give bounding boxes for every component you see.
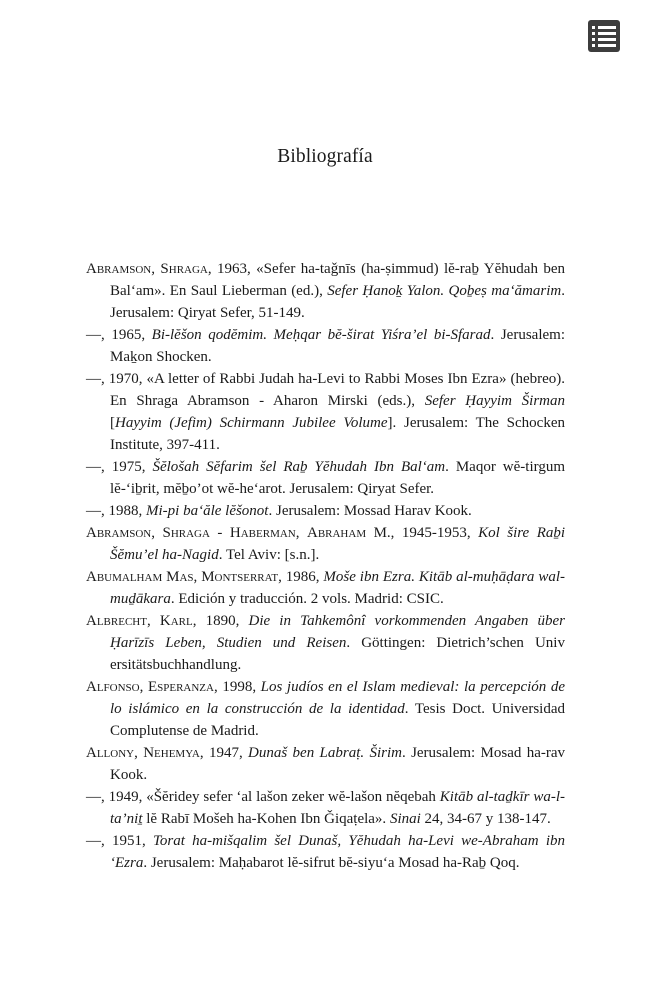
entry-text: , <box>146 613 160 629</box>
entry-text: , 1986, <box>278 569 324 585</box>
author-name: Abraham <box>306 525 367 541</box>
work-title: Die in Tahkemônî vorkommenden Angaben über Ḥarīzīs Leben, Studien und Reisen <box>110 613 566 651</box>
entry-text: , 1963, «Sefer ha-taǧnīs (ha-ṣimmud) lĕ-raḇ Yĕhudah ben Bal‘am». En Saul Lieberman (ed.), <box>110 261 565 299</box>
entry-text: . Tel Aviv: [s.n.]. <box>218 547 320 563</box>
entry-text: . Jerusalem: Maḵon Shocken. <box>110 327 565 365</box>
entry-text: . Göttingen: Dietrich’schen Univ ersitätsbuchhandlung. <box>110 635 565 673</box>
author-name: Allony <box>86 745 135 761</box>
entry-text: —, 1970, «A letter of Rabbi Judah ha-Levi to Rabbi Moses Ibn Ezra» (hebreo). En Shraga Abramson - Aharon Mirski (eds.), <box>86 371 565 409</box>
work-title: Kitāb al-taḏkīr wa-l-ta’niṯ <box>110 789 565 827</box>
list-menu-icon[interactable] <box>588 20 620 52</box>
entry-text: . Tesis Doct. Universidad Complutense de Madrid. <box>110 701 565 739</box>
bibliography-entry <box>86 610 565 676</box>
author-name: Abramson <box>86 525 152 541</box>
entry-text: lĕ Rabī Mošeh ha-Kohen Ibn Ǧiqaṭela». <box>142 811 390 827</box>
bibliography-entry <box>86 676 565 742</box>
entry-text: —, 1975, <box>86 459 153 475</box>
work-title: Dunaš ben Labraṭ. Širim <box>248 745 402 761</box>
entry-text: , <box>151 261 161 277</box>
entry-text: , 1998, <box>213 679 261 695</box>
entry-text: —, 1988, <box>86 503 146 519</box>
author-name: Shraga <box>162 525 210 541</box>
work-title: Šĕlošah Sĕfarim šel Raḇ Yĕhudah Ibn Bal‘am <box>152 459 446 475</box>
entry-text: , <box>139 679 148 695</box>
bibliography-entry <box>86 456 565 500</box>
bibliography-entry <box>86 566 565 610</box>
author-name: Albrecht <box>86 613 147 629</box>
entry-text: , <box>295 525 307 541</box>
bibliography-entry <box>86 368 565 456</box>
work-title: Mi-pi ba‘ăle lĕšonot <box>146 503 269 519</box>
entry-text: M., 1945-1953, <box>366 525 479 541</box>
author-name: Abumalham Mas <box>86 569 194 585</box>
entry-text: , <box>134 745 144 761</box>
work-title: Sefer Ḥanoḵ Yalon. Qoḇeṣ ma‘ămarim <box>327 283 562 299</box>
work-title: Los judíos en el Islam medieval: la percepción de lo islámico en la construcción de la identidad <box>110 679 566 717</box>
entry-text: . Edición y traducción. 2 vols. Madrid: CSIC. <box>170 591 444 607</box>
entry-text: . Maqor wĕ-tirgum lĕ-‘iḇrit, mĕḇo’ot wĕ-he‘arot. Jerusalem: Qiryat Sefer. <box>110 459 566 497</box>
author-name: Shraga <box>160 261 208 277</box>
work-title: Moše ibn Ezra. Kitāb al-muḥāḍara wal-muḏākara <box>110 569 566 607</box>
bibliography-entry <box>86 786 565 830</box>
work-title: Sinai <box>389 811 421 827</box>
work-title: Hayyim (Jefim) Schirmann Jubilee Volume <box>115 415 388 431</box>
entry-text: . Jerusalem: Mossad Harav Kook. <box>268 503 472 519</box>
bibliography-list <box>86 258 565 874</box>
bibliography-entry <box>86 324 565 368</box>
author-name: Alfonso <box>86 679 140 695</box>
work-title: Torat ha-mišqalim šel Dunaš, Yĕhudah ha-Levi we-Abraham ibn ‘Ezra <box>110 833 565 871</box>
author-name: Haberman <box>229 525 296 541</box>
entry-text: . Jerusalem: Maḥabarot lĕ-sifrut bĕ-siyu‘a Mosad ha-Raḇ Qoq. <box>143 855 520 871</box>
author-name: Nehemya <box>143 745 200 761</box>
entry-text: —, 1965, <box>86 327 152 343</box>
bibliography-entry <box>86 742 565 786</box>
entry-text: , 1947, <box>199 745 249 761</box>
entry-text: —, 1951, <box>86 833 153 849</box>
entry-text: , <box>151 525 163 541</box>
work-title: Kol šire Raḇi Šĕmu’el ha-Nagid <box>110 525 566 563</box>
entry-text: ]. Jerusalem: The Schocken Institute, 397-411. <box>110 415 565 453</box>
entry-text: [ <box>110 415 115 431</box>
bibliography-entry <box>86 830 565 874</box>
bibliography-entry <box>86 258 565 324</box>
author-name: Montserrat <box>201 569 279 585</box>
entry-text: , 1890, <box>192 613 249 629</box>
page-title: Bibliografía <box>277 146 373 167</box>
entry-text: 24, 34-67 y 138-147. <box>420 811 551 827</box>
entry-text: . Jerusalem: Qiryat Sefer, 51-149. <box>110 283 565 321</box>
bibliography-entry <box>86 522 565 566</box>
work-title: Sefer Ḥayyim Širman <box>424 393 565 409</box>
author-name: Esperanza <box>147 679 214 695</box>
author-name: Abramson <box>86 261 152 277</box>
entry-text: . Jerusalem: Mosad ha-rav Kook. <box>110 745 566 783</box>
entry-text: , <box>193 569 202 585</box>
entry-text: —, 1949, «Šĕridey sefer ‘al lašon zeker wĕ-lašon nĕqebah <box>86 789 440 805</box>
work-title: Bi-lĕšon qodĕmim. Meḥqar bĕ-širat Yiśra’el bi-Sfarad <box>151 327 491 343</box>
entry-text: - <box>209 525 230 541</box>
bibliography-entry <box>86 500 565 522</box>
author-name: Karl <box>159 613 193 629</box>
